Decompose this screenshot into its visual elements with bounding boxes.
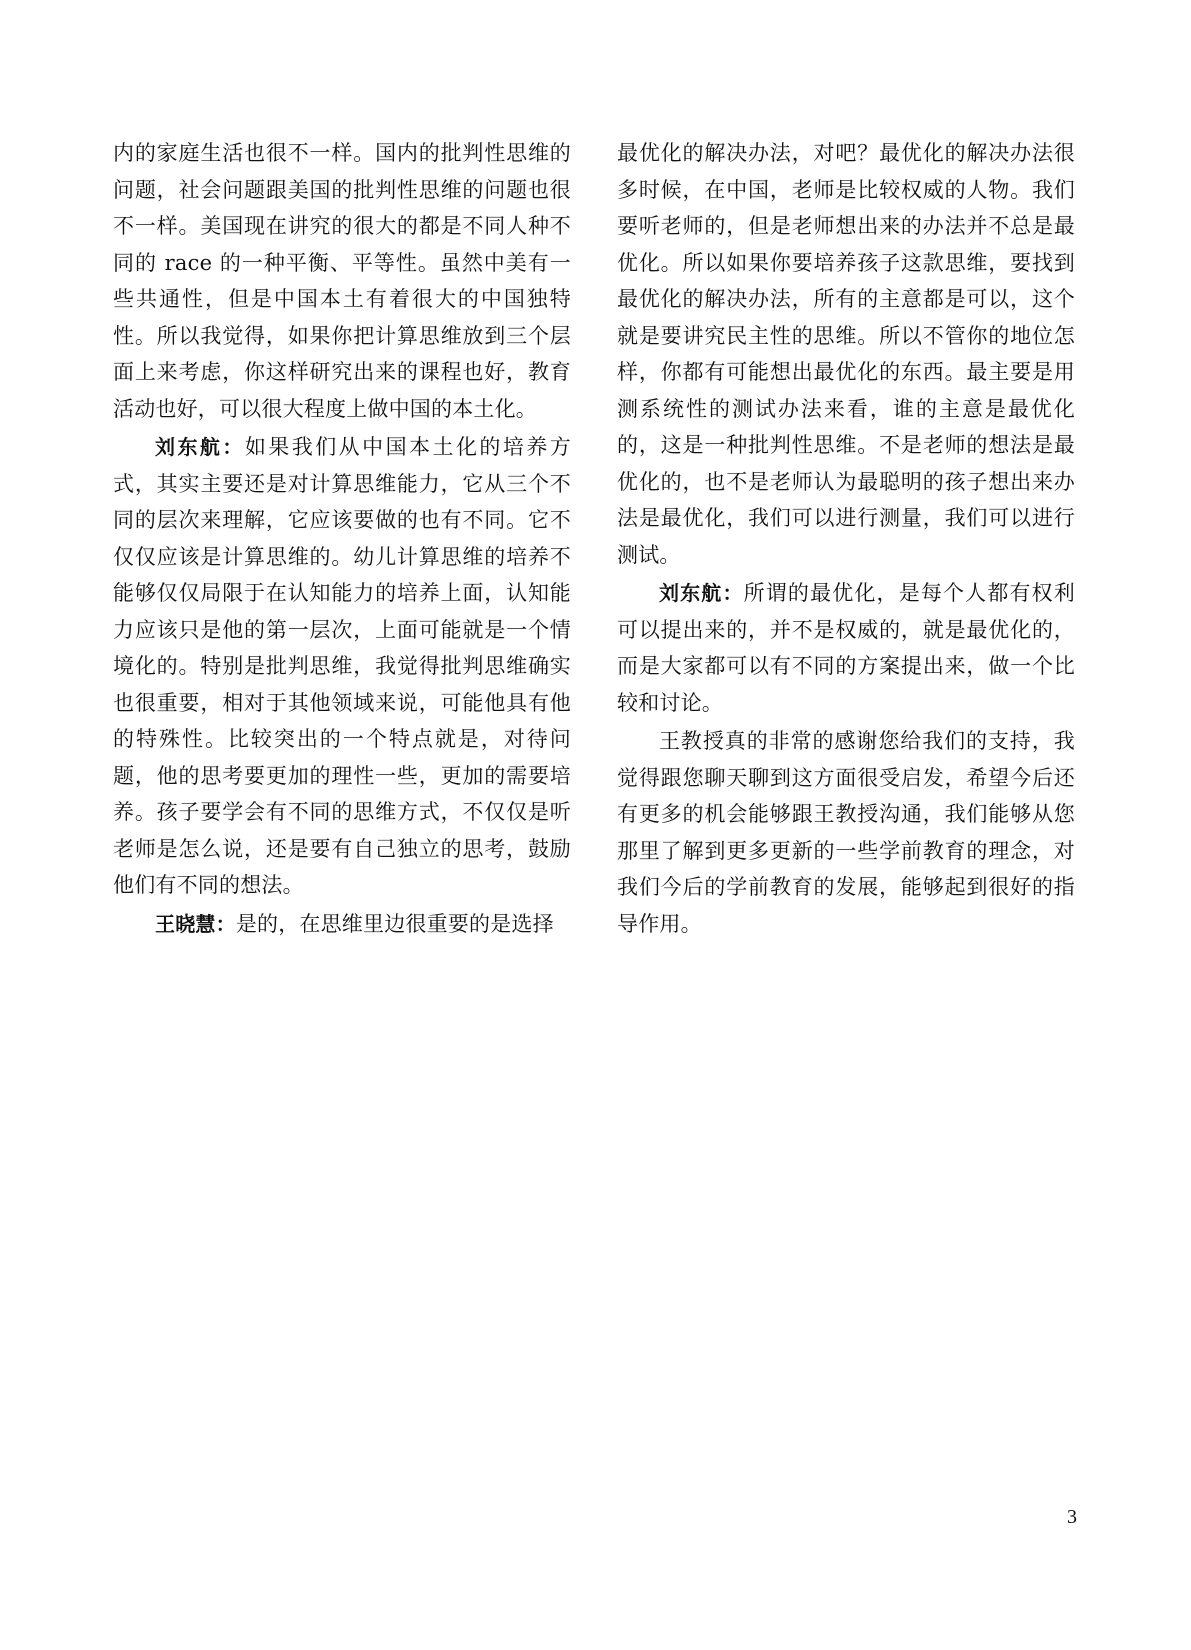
left-column [113, 135, 571, 944]
paragraph-text: 是的，在思维里边很重要的是选择 [235, 911, 554, 936]
paragraph [617, 723, 1075, 942]
paragraph [617, 575, 1075, 721]
page-number: 3 [1067, 1506, 1077, 1528]
speaker-name: 刘东航： [155, 435, 245, 459]
paragraph-text: 最优化的解决办法，对吧？最优化的解决办法很多时候，在中国，老师是比较权威的人物。我们要听老师的，但是老师想出来的办法并不总是最优化。所以如果你要培养孩子这款思维，要找到最优化的解决办法，所有的主意都是可以，这个就是要讲究民主性的思维。所以不管你的地位怎样，你都有可能想出最优化的东西。最主要是用测系统性的测试办法来看，谁的主意是最优化的，这是一种批判性思维。不是老师的想法是最优化的，也不是老师认为最聪明的孩子想出来办法是最优化，我们可以进行测量，我们可以进行测试。 [617, 141, 1075, 567]
paragraph-text: 所谓的最优化，是每个人都有权利可以提出来的，并不是权威的，就是最优化的，而是大家都可以有不同的方案提出来，做一个比较和讨论。 [617, 581, 1075, 715]
paragraph-text: 如果我们从中国本土化的培养方式，其实主要还是对计算思维能力，它从三个不同的层次来理解，它应该要做的也有不同。它不仅仅应该是计算思维的。幼儿计算思维的培养不能够仅仅局限于在认知能力的培养上面，认知能力应该只是他的第一层次，上面可能就是一个情境化的。特别是批判思维，我觉得批判思维确实也很重要，相对于其他领域来说，可能他具有他的特殊性。比较突出的一个特点就是，对待问题，他的思考要更加的理性一些，更加的需要培养。孩子要学会有不同的思维方式，不仅仅是听老师是怎么说，还是要有自己独立的思考，鼓励他们有不同的想法。 [113, 435, 571, 897]
right-column [617, 135, 1075, 944]
paragraph [113, 906, 571, 943]
speaker-name: 王晓慧： [155, 911, 236, 936]
speaker-name: 刘东航： [659, 581, 744, 605]
paragraph-text: 内的家庭生活也很不一样。国内的批判性思维的问题，社会问题跟美国的批判性思维的问题也很不一样。美国现在讲究的很大的都是不同人种不同的 race 的一种平衡、平等性。虽然中美有一些共通性，但是中国本土有着很大的中国独特性。所以我觉得，如果你把计算思维放到三个层面上来考虑，你这样研究出来的课程也好，教育活动也好，可以很大程度上做中国的本土化。 [113, 141, 571, 421]
paragraph-text: 王教授真的非常的感谢您给我们的支持，我觉得跟您聊天聊到这方面很受启发，希望今后还有更多的机会能够跟王教授沟通，我们能够从您那里了解到更多更新的一些学前教育的理念，对我们今后的学前教育的发展，能够起到很好的指导作用。 [617, 729, 1075, 936]
paragraph [617, 135, 1075, 573]
paragraph [113, 429, 571, 904]
paragraph [113, 135, 571, 427]
